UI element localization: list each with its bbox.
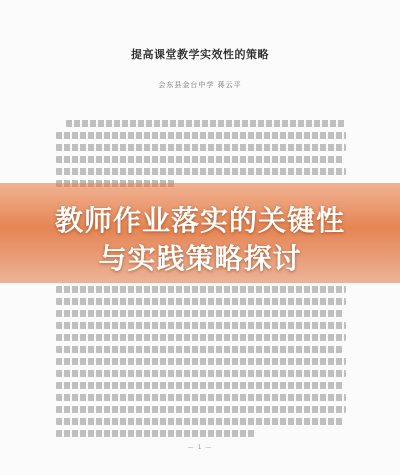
banner-title-line-1: 教师作业落实的关键性 — [54, 204, 345, 237]
banner-title-line-2: 与实践策略探讨 — [98, 242, 302, 275]
document-author: 会东县金台中学 蒋云平 — [158, 81, 242, 89]
title-banner — [0, 183, 400, 283]
page-number: — 1 — — [187, 444, 213, 451]
document-title: 提高课堂教学实效性的策略 — [131, 48, 269, 61]
